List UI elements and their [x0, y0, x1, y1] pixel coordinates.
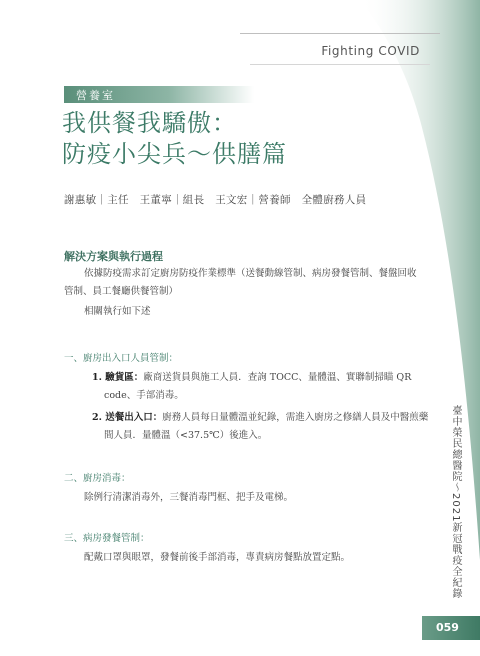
intro-paragraph: 依據防疫需求訂定廚房防疫作業標準（送餐動線管制、病房發餐管制、餐盤回收管制、員工餐廳供餐管制）: [64, 268, 417, 297]
side-title: 臺中榮民總醫院～2021新冠戰疫全紀錄: [450, 405, 461, 600]
section-heading: 解決方案與執行過程: [64, 250, 163, 263]
list-item-label: 1. 驗貨區：: [92, 372, 144, 383]
header-rule-secondary: [250, 64, 430, 65]
list-item-label: 2. 送餐出入口：: [92, 412, 163, 423]
subsection-heading-3: 三、病房發餐管制：: [64, 533, 150, 544]
running-title: Fighting COVID: [321, 44, 420, 58]
title-line-1: 我供餐我驕傲：: [62, 109, 237, 137]
department-label: 營養室: [76, 89, 115, 102]
subsection-heading-2: 二、廚房消毒：: [64, 473, 131, 484]
article-title: [62, 108, 287, 170]
header-rule: [240, 33, 440, 34]
page-number: 059: [436, 621, 459, 634]
subsection-text-2: 除例行清潔消毒外，三餐消毒門框、把手及電梯。: [84, 492, 294, 503]
department-tag: [64, 86, 254, 103]
list-item-text: 廚務人員每日量體溫並紀錄，需進入廚房之修繕人員及中醫煎藥間人員．量體溫（<37.5℃）後進入。: [104, 412, 429, 441]
list-item: [92, 409, 434, 445]
title-line-2: 防疫小尖兵～供膳篇: [62, 140, 287, 168]
subsection-heading-1: 一、廚房出入口人員管制：: [64, 353, 179, 364]
intro-paragraph-2: 相關執行如下述: [84, 306, 151, 317]
subsection-text-3: 配戴口罩與眼罩，發餐前後手部消毒，專責病房餐點放置定點。: [84, 552, 351, 563]
list-item: [92, 369, 434, 405]
author-line: 謝惠敏｜主任 王董寧｜組長 王文宏｜營養師 全體廚務人員: [64, 194, 367, 206]
page-number-badge: [422, 616, 480, 640]
list-item-text: 廠商送貨員與施工人員．查詢 TOCC、量體溫、實聯制掃瞄 QR code、手部消毒。: [104, 372, 412, 401]
